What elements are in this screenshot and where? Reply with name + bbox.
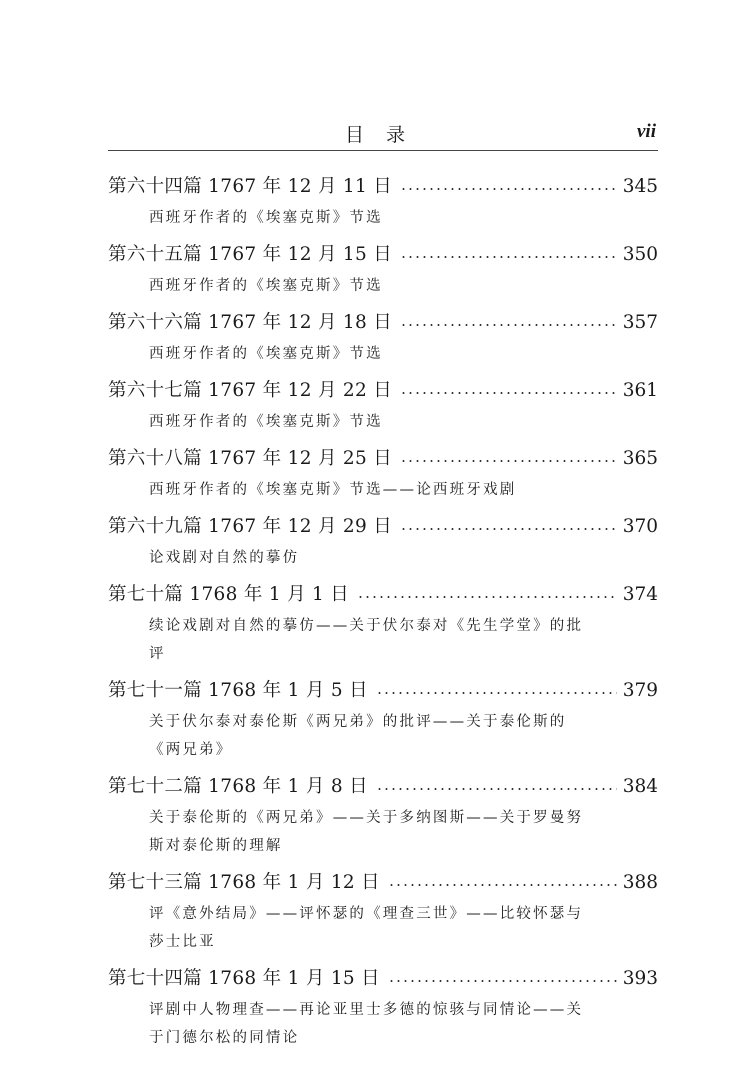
toc-entry-title: 第七十一篇 1768 年 1 月 5 日	[108, 680, 368, 701]
toc-entry-title: 第六十七篇 1767 年 12 月 22 日	[108, 380, 393, 401]
toc-entry	[108, 512, 658, 572]
toc-entry-heading	[108, 868, 658, 898]
toc-entry-subtitle: 西班牙作者的《埃塞克斯》节选	[149, 346, 383, 362]
toc-entry-subtitle: 评剧中人物理查——再论亚里士多德的惊骇与同情论——关于门德尔松的同情论	[149, 1002, 584, 1046]
toc-entry-page-number: 384	[622, 776, 658, 797]
dot-leader	[400, 188, 617, 190]
toc-entry-title: 第六十九篇 1767 年 12 月 29 日	[108, 516, 393, 537]
header-divider	[108, 150, 658, 151]
toc-entry-page-number: 361	[622, 380, 658, 401]
toc-entry-subtitle: 西班牙作者的《埃塞克斯》节选	[149, 210, 383, 226]
dot-leader	[388, 884, 617, 886]
toc-entry-heading	[108, 964, 658, 994]
toc-entry-title: 第六十八篇 1767 年 12 月 25 日	[108, 448, 393, 469]
toc-entry-page-number: 370	[622, 516, 658, 537]
toc-entry-title: 第七十二篇 1768 年 1 月 8 日	[108, 776, 368, 797]
toc-entry-page-number: 374	[622, 584, 658, 605]
toc-entry-subtitle: 西班牙作者的《埃塞克斯》节选	[149, 414, 383, 430]
toc-entry	[108, 444, 658, 504]
toc-entry-heading	[108, 240, 658, 270]
toc-entry-subtitle: 西班牙作者的《埃塞克斯》节选——论西班牙戏剧	[149, 482, 517, 498]
toc-entry-title: 第六十四篇 1767 年 12 月 11 日	[108, 176, 393, 197]
toc-entry	[108, 964, 658, 1052]
toc-entry-page-number: 365	[622, 448, 658, 469]
toc-entry-subtitle: 评《意外结局》——评怀瑟的《理查三世》——比较怀瑟与莎士比亚	[149, 906, 584, 950]
toc-entry-heading	[108, 172, 658, 202]
dot-leader	[400, 528, 617, 530]
toc-entry-page-number: 345	[622, 176, 658, 197]
toc-entry-heading	[108, 308, 658, 338]
dot-leader	[400, 460, 617, 462]
toc-entry	[108, 772, 658, 860]
toc-entry	[108, 308, 658, 368]
toc-entry-heading	[108, 376, 658, 406]
dot-leader	[388, 980, 617, 982]
toc-entry-heading	[108, 444, 658, 474]
dot-leader	[400, 392, 617, 394]
dot-leader	[400, 324, 617, 326]
dot-leader	[400, 256, 617, 258]
toc-entry-page-number: 393	[622, 968, 658, 989]
toc-entry-page-number: 357	[622, 312, 658, 333]
toc-entry-subtitle: 西班牙作者的《埃塞克斯》节选	[149, 278, 383, 294]
page-header-number: vii	[637, 121, 656, 142]
toc-entry-heading	[108, 676, 658, 706]
toc-entry	[108, 172, 658, 232]
toc-entry-subtitle: 续论戏剧对自然的摹仿——关于伏尔泰对《先生学堂》的批评	[149, 618, 584, 662]
dot-leader	[376, 788, 617, 790]
page-header-title: 目录	[344, 124, 427, 146]
toc-entry-subtitle: 关于伏尔泰对泰伦斯《两兄弟》的批评——关于泰伦斯的《两兄弟》	[149, 714, 567, 758]
toc-entry-title: 第七十三篇 1768 年 1 月 12 日	[108, 872, 380, 893]
toc-entry	[108, 676, 658, 764]
toc-entry-page-number: 350	[622, 244, 658, 265]
toc-entry	[108, 376, 658, 436]
toc-entry	[108, 580, 658, 668]
toc-entry-subtitle: 论戏剧对自然的摹仿	[149, 550, 300, 566]
table-of-contents	[108, 172, 658, 1060]
toc-entry-title: 第七十四篇 1768 年 1 月 15 日	[108, 968, 380, 989]
toc-entry	[108, 868, 658, 956]
toc-entry-title: 第七十篇 1768 年 1 月 1 日	[108, 584, 350, 605]
toc-entry-title: 第六十六篇 1767 年 12 月 18 日	[108, 312, 393, 333]
toc-entry-heading	[108, 772, 658, 802]
toc-entry-title: 第六十五篇 1767 年 12 月 15 日	[108, 244, 393, 265]
toc-entry-page-number: 388	[622, 872, 658, 893]
toc-entry-heading	[108, 512, 658, 542]
toc-entry	[108, 240, 658, 300]
toc-entry-subtitle: 关于泰伦斯的《两兄弟》——关于多纳图斯——关于罗曼努斯对泰伦斯的理解	[149, 810, 584, 854]
toc-entry-page-number: 379	[622, 680, 658, 701]
dot-leader	[376, 692, 617, 694]
dot-leader	[357, 596, 617, 598]
toc-entry-heading	[108, 580, 658, 610]
